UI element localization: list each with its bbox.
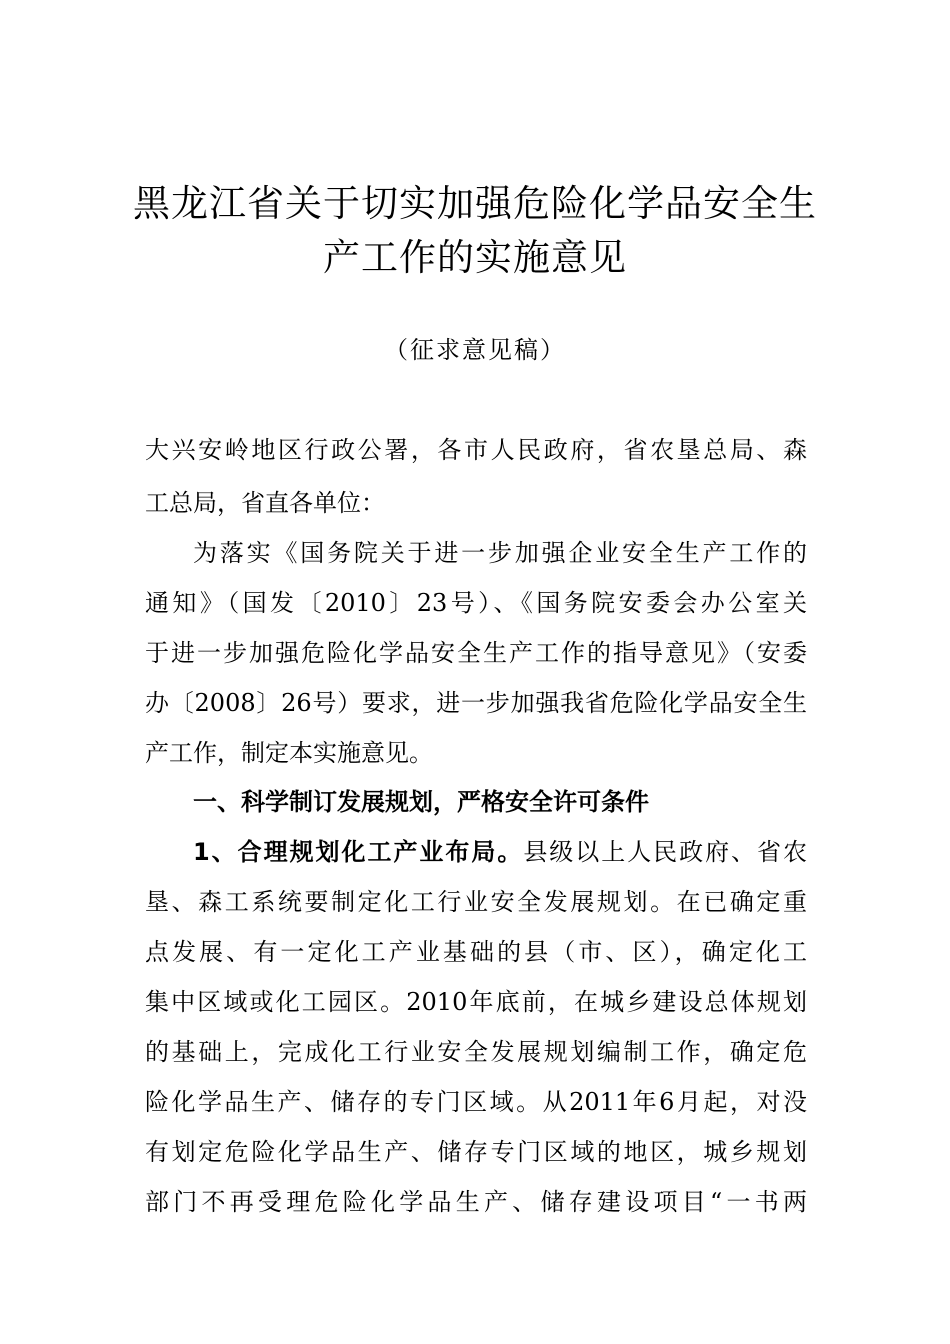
intro-line-2: 通知》（国发〔2010〕23号）、《国务院安委会办公室关: [145, 589, 807, 617]
item-1-line-5: 的基础上，完成化工行业安全发展规划编制工作，确定危: [145, 1038, 807, 1066]
document-title-line-1: 黑龙江省关于切实加强危险化学品安全生: [133, 182, 817, 225]
item-1-heading: 1、合理规划化工产业布局。: [193, 838, 524, 866]
item-1-line-4: 集中区域或化工园区。2010年底前，在城乡建设总体规划: [145, 988, 807, 1016]
intro-line-5: 产工作，制定本实施意见。: [145, 739, 433, 767]
item-1-line-1-text: 县级以上人民政府、省农: [523, 838, 808, 866]
document-title-line-2: 产工作的实施意见: [323, 236, 627, 279]
intro-line-4: 办〔2008〕26号）要求，进一步加强我省危险化学品安全生: [145, 689, 807, 717]
item-1-line-8: 部门不再受理危险化学品生产、储存建设项目“一书两: [145, 1188, 807, 1216]
item-1-line-3: 点发展、有一定化工产业基础的县（市、区），确定化工: [145, 938, 807, 966]
item-1-line-2: 垦、森工系统要制定化工行业安全发展规划。在已确定重: [145, 888, 807, 916]
intro-line-3: 于进一步加强危险化学品安全生产工作的指导意见》（安委: [145, 639, 807, 667]
draft-subtitle: （征求意见稿）: [384, 336, 566, 364]
addressee-line-1: 大兴安岭地区行政公署，各市人民政府，省农垦总局、森: [145, 436, 807, 464]
item-1-line-7: 有划定危险化学品生产、储存专门区域的地区，城乡规划: [145, 1138, 807, 1166]
item-1-line-1: [193, 832, 807, 872]
addressee-line-2: 工总局，省直各单位：: [145, 489, 385, 517]
item-1-line-6: 险化学品生产、储存的专门区域。从2011年6月起，对没: [145, 1088, 807, 1116]
intro-line-1: 为落实《国务院关于进一步加强企业安全生产工作的: [193, 539, 807, 567]
section-1-heading: 一、科学制订发展规划，严格安全许可条件: [193, 788, 649, 816]
